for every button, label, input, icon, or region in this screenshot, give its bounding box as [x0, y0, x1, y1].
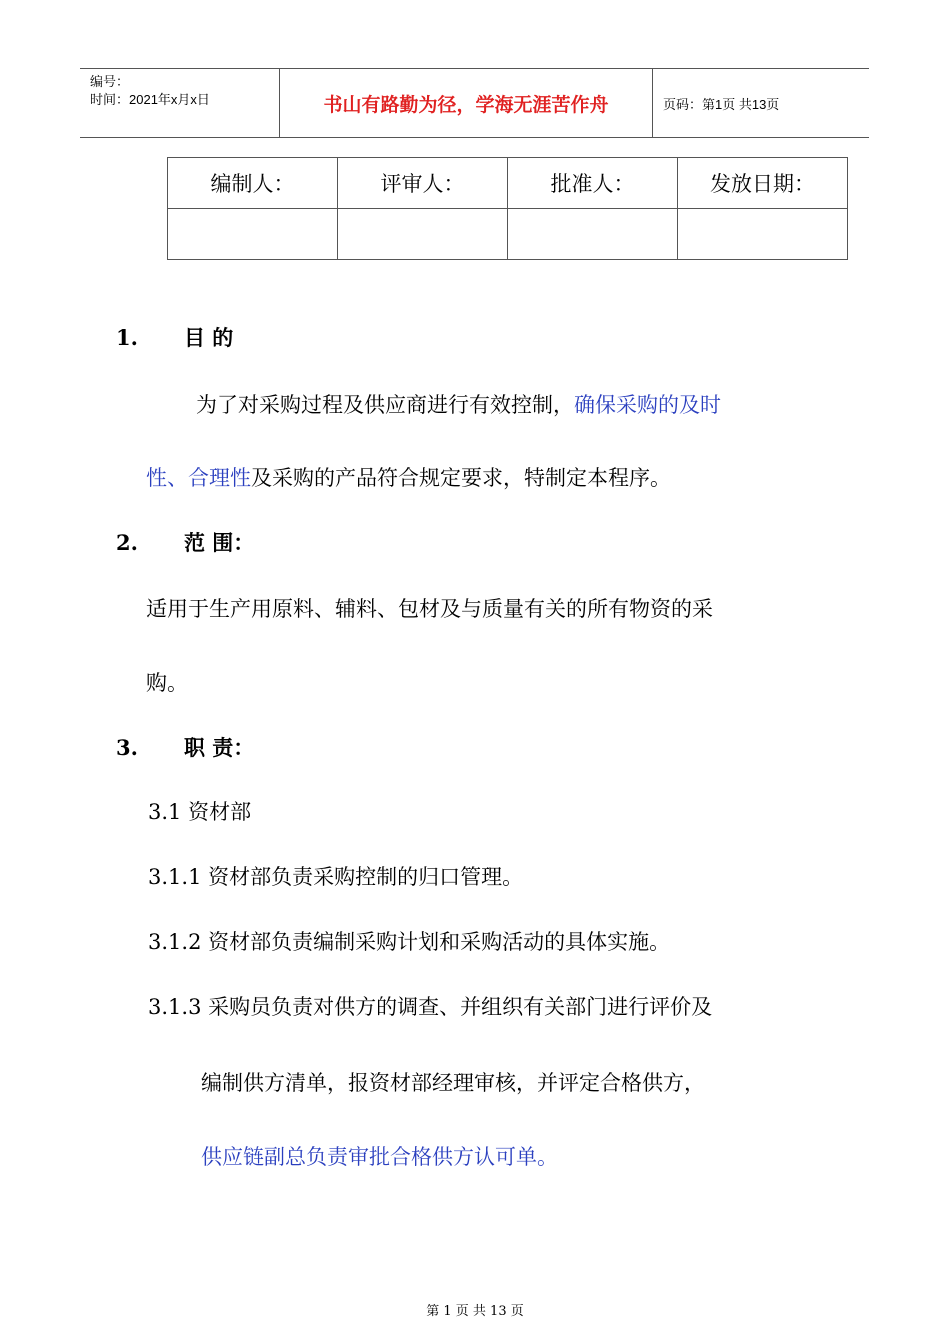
section-title: 职 责：: [184, 735, 255, 760]
section-number: 1.: [116, 325, 138, 350]
approver-value[interactable]: [508, 209, 678, 260]
signature-header-row: [168, 158, 848, 209]
section-number: 2.: [116, 530, 138, 555]
page-footer: 第 1 页 共 13 页: [426, 1304, 524, 1319]
reviewer-value[interactable]: [338, 209, 508, 260]
signature-value-row: [168, 209, 848, 260]
release-date-cell: 发放日期：: [678, 158, 848, 209]
duty-3-1-3-line-2: 编制供方清单，报资材部经理审核，并评定合格供方，: [201, 1071, 705, 1095]
section-purpose-heading: [116, 322, 233, 352]
approver-cell: 批准人：: [508, 158, 678, 209]
section-title: 目 的: [184, 325, 234, 350]
header-page-info: 页码：第1页 共13页: [663, 96, 780, 112]
page-header: [80, 68, 869, 138]
section-duty-heading: [116, 732, 254, 762]
section-scope-heading: [116, 527, 254, 557]
duty-3-1-2: 3.1.2 资材部负责编制采购计划和采购活动的具体实施。: [148, 930, 671, 954]
purpose-highlight: 确保采购的及时: [574, 393, 721, 417]
purpose-text: 为了对采购过程及供应商进行有效控制，: [196, 393, 574, 417]
purpose-text-2: 及采购的产品符合规定要求，特制定本程序。: [251, 466, 671, 490]
duty-3-1: 3.1 资材部: [148, 800, 252, 824]
section-title: 范 围：: [184, 530, 255, 555]
scope-line-2: 购。: [146, 671, 188, 695]
section-number: 3.: [116, 735, 138, 760]
compiler-value[interactable]: [168, 209, 338, 260]
duty-3-1-3-line-1: 3.1.3 采购员负责对供方的调查、并组织有关部门进行评价及: [148, 995, 713, 1019]
header-motto: 书山有路勤为径，学海无涯苦作舟: [280, 69, 653, 137]
purpose-highlight-2: 性、合理性: [146, 466, 251, 490]
header-meta: [80, 69, 280, 137]
time-label: 时间：2021年x月x日: [90, 92, 210, 107]
compiler-cell: 编制人：: [168, 158, 338, 209]
signature-table: [167, 157, 848, 260]
purpose-line-2: [146, 462, 671, 492]
scope-line-1: 适用于生产用原料、辅料、包材及与质量有关的所有物资的采: [146, 597, 713, 621]
reviewer-cell: 评审人：: [338, 158, 508, 209]
release-date-value[interactable]: [678, 209, 848, 260]
duty-3-1-3-line-3: 供应链副总负责审批合格供方认可单。: [201, 1145, 558, 1169]
code-label: 编号：: [90, 74, 130, 89]
purpose-line-1: [196, 389, 721, 419]
duty-3-1-1: 3.1.1 资材部负责采购控制的归口管理。: [148, 865, 524, 889]
